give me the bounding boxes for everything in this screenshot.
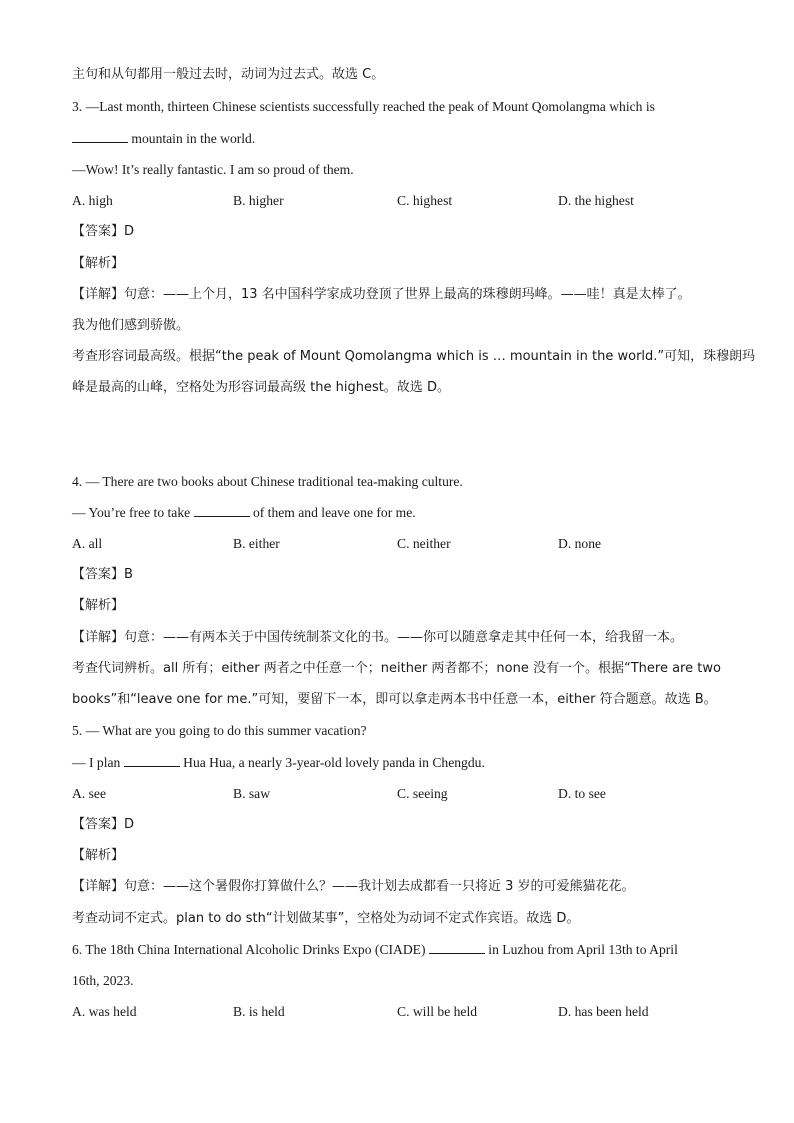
q4-detail: 【详解】句意：——有两本关于中国传统制茶文化的书。——你可以随意拿走其中任何一本，给我留一本。	[72, 630, 684, 645]
q4-reply: — You’re free to take of them and leave one for me.	[72, 505, 416, 520]
q3-detail: 峰是最高的山峰，空格处为形容词最高级 the highest。故选 D。	[72, 380, 450, 395]
q4-detail: books”和“leave one for me.”可知，要留下一本，即可以拿走两本书中任意一本，either 符合题意。故选 B。	[72, 692, 717, 707]
q4-analysis-heading: 【解析】	[72, 598, 125, 613]
option-a: A. high	[72, 193, 113, 208]
option-a: A. see	[72, 786, 106, 801]
option-c: C. neither	[397, 536, 451, 551]
option-c: C. will be held	[397, 1004, 478, 1019]
q5-analysis-heading: 【解析】	[72, 848, 125, 863]
option-d: D. the highest	[558, 193, 634, 208]
answer-blank	[124, 754, 180, 767]
option-b: B. is held	[233, 1004, 285, 1019]
q3-detail: 考查形容词最高级。根据“the peak of Mount Qomolangma which is … mountain in the world.”可知，珠穆朗玛	[72, 349, 756, 364]
option-d: D. to see	[558, 786, 606, 801]
q3-detail: 我为他们感到骄傲。	[72, 318, 190, 333]
q4-answer: 【答案】B	[72, 567, 133, 582]
text-line: 主句和从句都用一般过去时，动词为过去式。故选 C。	[72, 67, 385, 82]
answer-blank	[194, 504, 250, 517]
answer-blank	[72, 130, 128, 143]
q5-detail: 【详解】句意：——这个暑假你打算做什么？——我计划去成都看一只将近 3 岁的可爱熊猫花花。	[72, 879, 635, 894]
q3-detail: 【详解】句意：——上个月，13 名中国科学家成功登顶了世界上最高的珠穆朗玛峰。——哇！真是太棒了。	[72, 287, 691, 302]
q6-stem: 6. The 18th China International Alcoholic Drinks Expo (CIADE) in Luzhou from April 13th to April	[72, 942, 678, 957]
q5-stem: 5. — What are you going to do this summer vacation?	[72, 723, 367, 738]
q5-detail: 考查动词不定式。plan to do sth“计划做某事”，空格处为动词不定式作宾语。故选 D。	[72, 911, 580, 926]
q6-stem-cont: 16th, 2023.	[72, 973, 134, 988]
q3-answer: 【答案】D	[72, 224, 135, 239]
option-b: B. saw	[233, 786, 271, 801]
option-b: B. either	[233, 536, 280, 551]
q3-stem-cont: mountain in the world.	[72, 130, 734, 148]
option-a: A. was held	[72, 1004, 137, 1019]
option-a: A. all	[72, 536, 103, 551]
q3-analysis-heading: 【解析】	[72, 256, 125, 271]
option-c: C. seeing	[397, 786, 448, 801]
q3-reply: —Wow! It’s really fantastic. I am so proud of them.	[72, 162, 354, 177]
option-b: B. higher	[233, 193, 284, 208]
q4-detail: 考查代词辨析。all 所有；either 两者之中任意一个；neither 两者都不；none 没有一个。根据“There are two	[72, 661, 721, 676]
answer-blank	[429, 941, 485, 954]
q4-stem: 4. — There are two books about Chinese traditional tea-making culture.	[72, 474, 463, 489]
option-c: C. highest	[397, 193, 453, 208]
q3-stem: 3. —Last month, thirteen Chinese scientists successfully reached the peak of Mount Qomolangma which is	[72, 99, 655, 114]
q5-reply: — I plan Hua Hua, a nearly 3-year-old lovely panda in Chengdu.	[72, 755, 485, 770]
q5-answer: 【答案】D	[72, 817, 135, 832]
option-d: D. none	[558, 536, 602, 551]
option-d: D. has been held	[558, 1004, 649, 1019]
